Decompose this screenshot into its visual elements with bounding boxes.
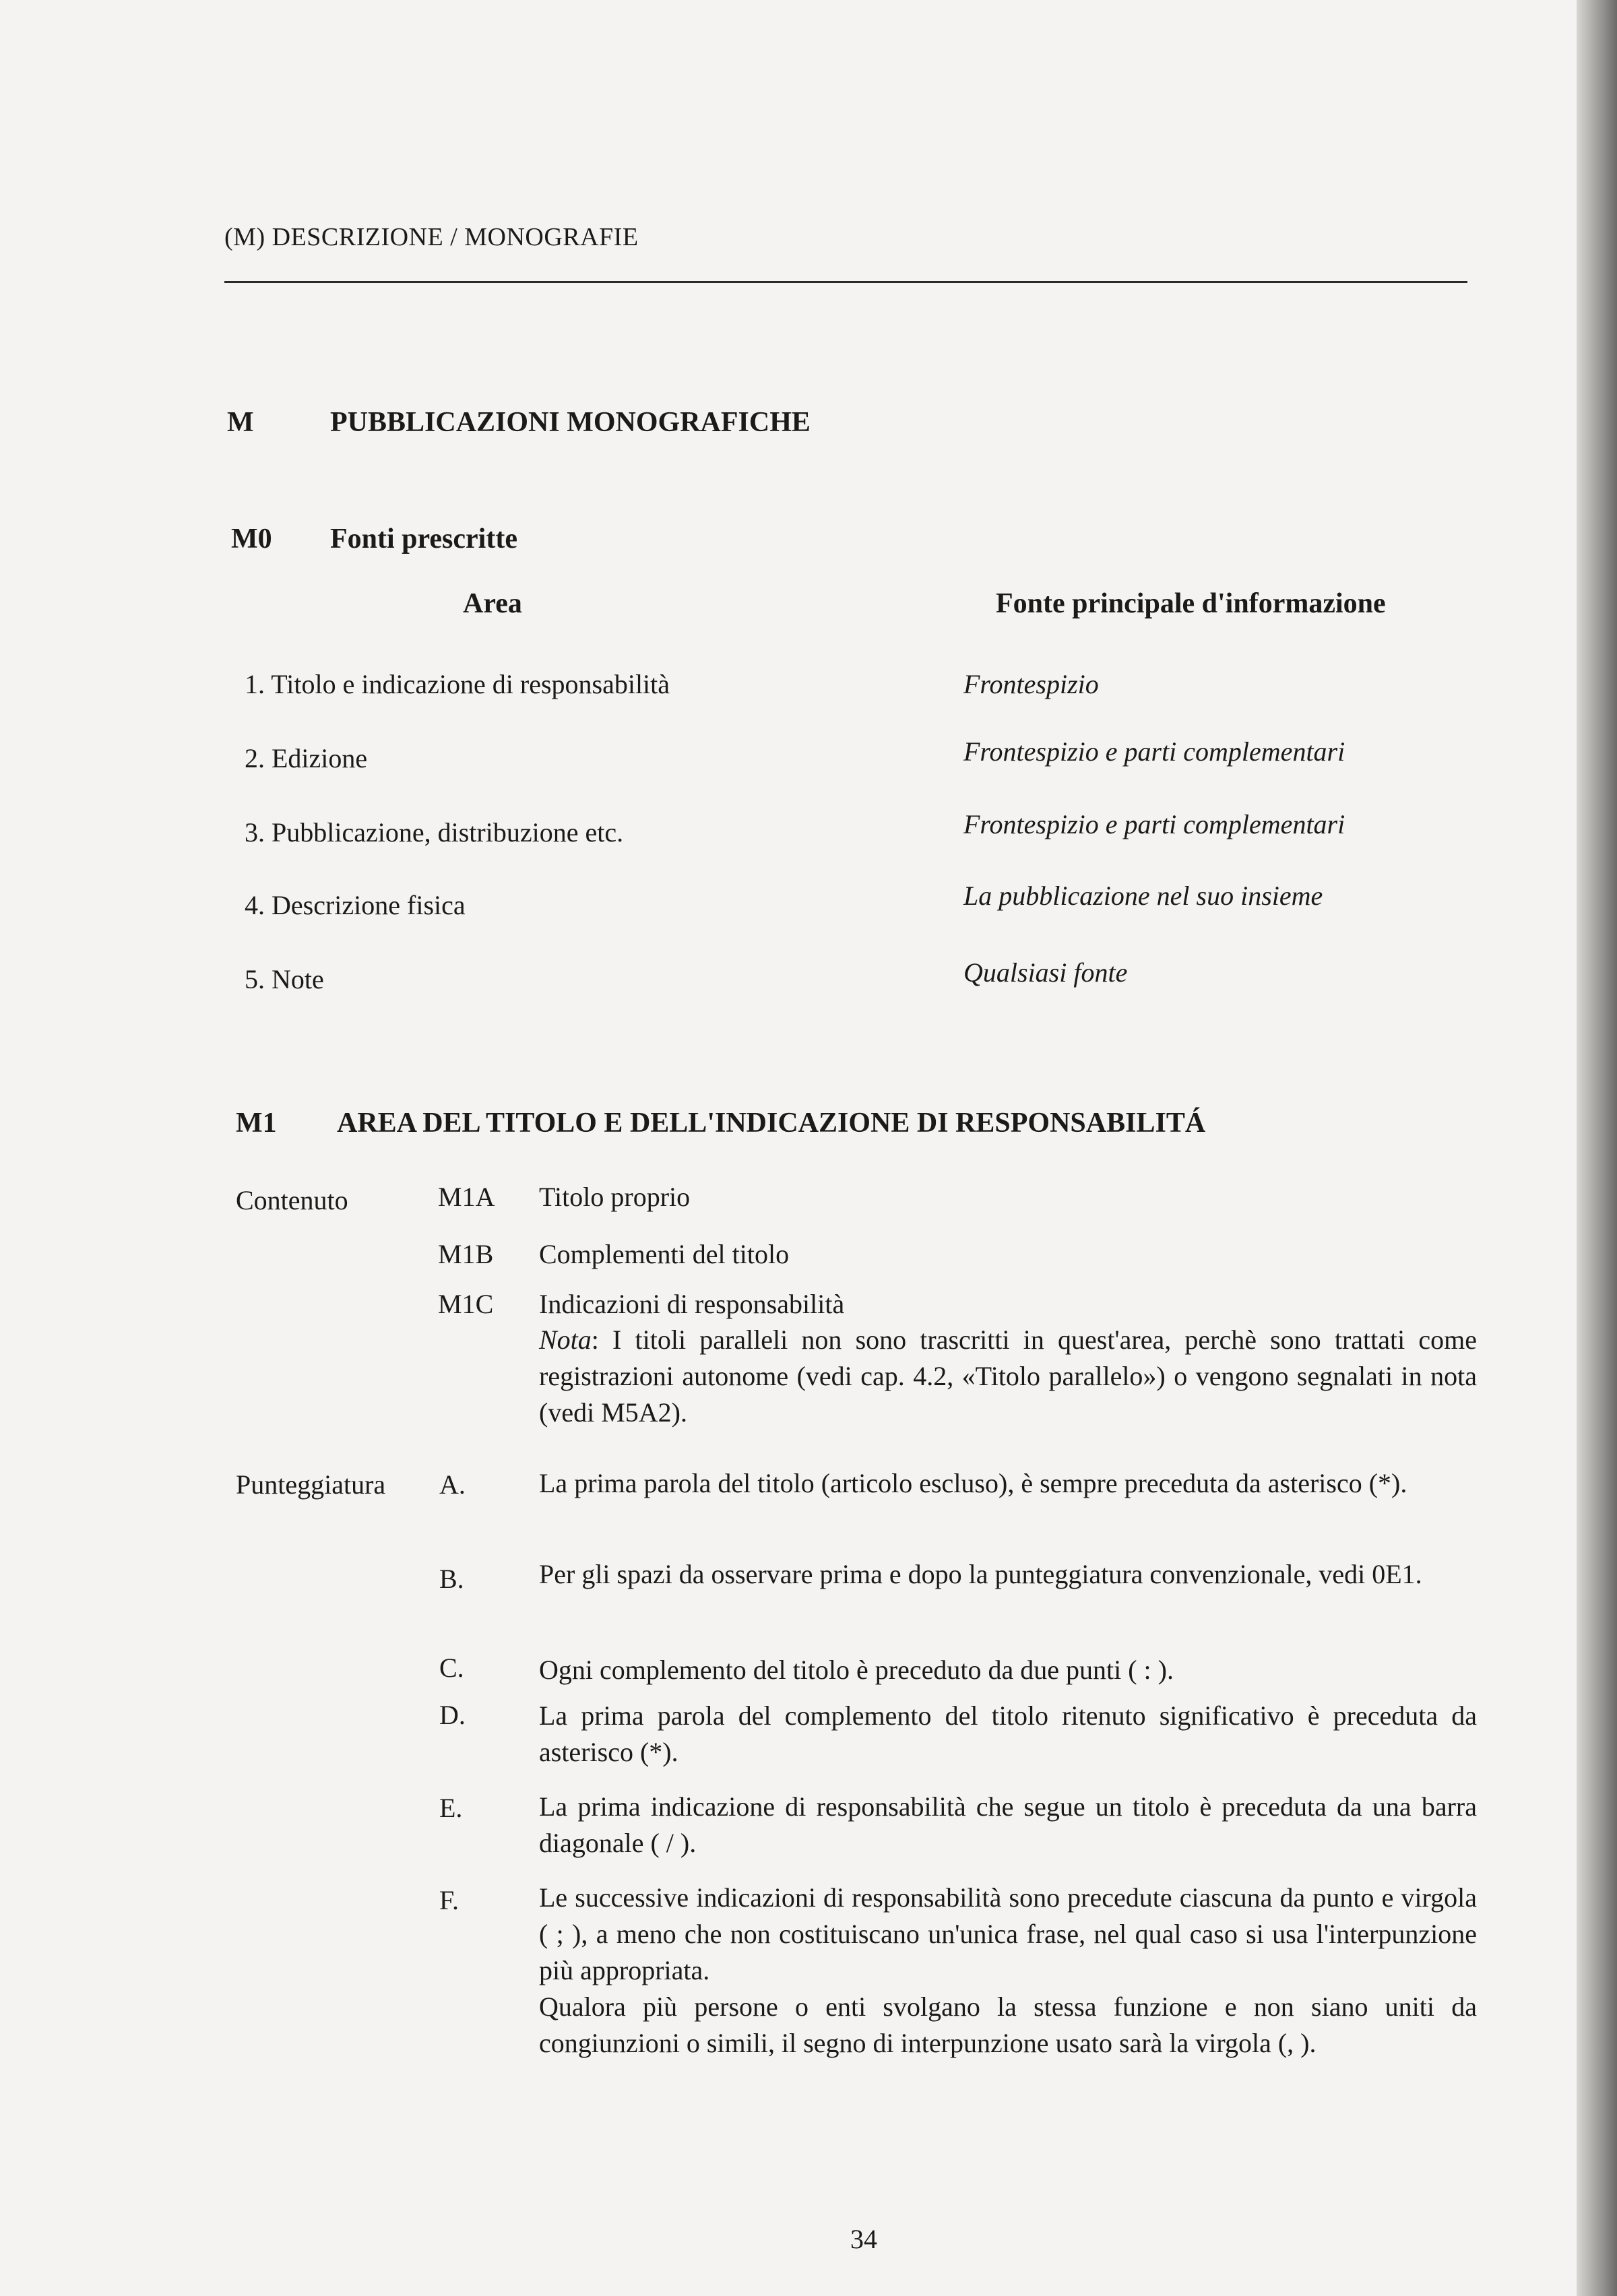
column-header-fonte: Fonte principale d'informazione	[996, 588, 1386, 619]
column-header-area: Area	[463, 588, 522, 619]
nota-label: Nota	[539, 1325, 592, 1355]
contenuto-text: Indicazioni di responsabilità	[539, 1289, 845, 1319]
table-row-fonte: Frontespizio e parti complementari	[963, 736, 1345, 767]
page-number: 34	[850, 2224, 877, 2254]
table-row-fonte: Frontespizio e parti complementari	[963, 809, 1345, 839]
nota-paragraph	[539, 1322, 1477, 1431]
section-m0-code: M0	[231, 523, 272, 554]
table-row-area: 5. Note	[245, 964, 324, 994]
section-m-title: PUBBLICAZIONI MONOGRAFICHE	[330, 407, 811, 438]
contenuto-code: M1B	[438, 1239, 494, 1269]
nota-text: : I titoli paralleli non sono trascritti in quest'area, perchè sono trattati come registrazioni autonome (vedi cap. 4.2, «Titolo parallelo») o vengono segnalati in nota (vedi M5A2).	[539, 1325, 1477, 1428]
page-edge-shadow	[1577, 0, 1617, 2296]
section-m1-code: M1	[236, 1108, 277, 1139]
contenuto-text: Complementi del titolo	[539, 1239, 790, 1269]
punteggiatura-text: Ogni complemento del titolo è preceduto da due punti ( : ).	[539, 1655, 1174, 1685]
punteggiatura-letter: A.	[439, 1469, 466, 1500]
table-row-fonte: Qualsiasi fonte	[963, 957, 1128, 988]
contenuto-code: M1A	[438, 1182, 495, 1212]
table-row-area: 4. Descrizione fisica	[245, 890, 466, 920]
punteggiatura-letter: C.	[439, 1653, 464, 1683]
punteggiatura-text: La prima indicazione di responsabilità che segue un titolo è preceduta da una barra diagonale ( / ).	[539, 1791, 1477, 1858]
table-row-fonte: Frontespizio	[963, 669, 1099, 699]
table-row-area: 1. Titolo e indicazione di responsabilità	[245, 669, 670, 699]
table-row-area: 3. Pubblicazione, distribuzione etc.	[245, 817, 624, 848]
section-m1-title: AREA DEL TITOLO E DELL'INDICAZIONE DI RESPONSABILITÁ	[337, 1108, 1206, 1139]
punteggiatura-f-extra: Qualora più persone o enti svolgano la stessa funzione e non siano uniti da congiunzioni o simili, il segno di interpunzione usato sarà la virgola (, ).	[539, 1991, 1477, 2058]
contenuto-label: Contenuto	[236, 1185, 348, 1215]
punteggiatura-letter: B.	[439, 1564, 464, 1594]
section-m-code: M	[227, 407, 254, 438]
section-m0-title: Fonti prescritte	[330, 523, 517, 554]
punteggiatura-letter: F.	[439, 1885, 459, 1915]
punteggiatura-text: Le successive indicazioni di responsabilità sono precedute ciascuna da punto e virgola ( ; ), a meno che non costituiscano un'unica frase, nel qual caso si usa l'interpunzione più appropriata.	[539, 1882, 1477, 1985]
punteggiatura-label: Punteggiatura	[236, 1469, 386, 1500]
punteggiatura-letter: D.	[439, 1700, 466, 1730]
table-row-area: 2. Edizione	[245, 743, 368, 773]
header-rule	[224, 281, 1467, 283]
contenuto-text: Titolo proprio	[539, 1182, 691, 1212]
running-header: (M) DESCRIZIONE / MONOGRAFIE	[224, 223, 639, 251]
punteggiatura-letter: E.	[439, 1793, 463, 1823]
punteggiatura-text: La prima parola del complemento del titolo ritenuto significativo è preceduta da asterisco (*).	[539, 1700, 1477, 1767]
punteggiatura-text: La prima parola del titolo (articolo escluso), è sempre preceduta da asterisco (*).	[539, 1468, 1407, 1498]
contenuto-code: M1C	[438, 1289, 494, 1319]
punteggiatura-text: Per gli spazi da osservare prima e dopo la punteggiatura convenzionale, vedi 0E1.	[539, 1559, 1422, 1589]
table-row-fonte: La pubblicazione nel suo insieme	[963, 881, 1323, 911]
